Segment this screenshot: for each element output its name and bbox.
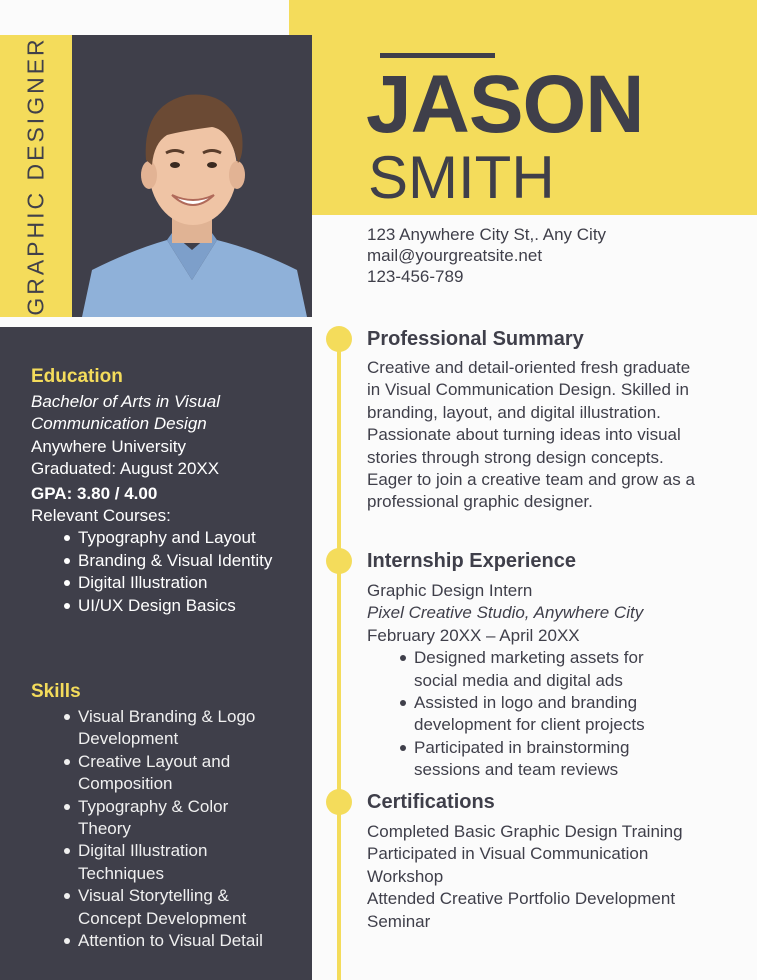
- skills-details: [31, 706, 301, 952]
- internship-list: [414, 647, 684, 781]
- contact-address: 123 Anywhere City St,. Any City: [367, 225, 607, 244]
- list-item: Assisted in logo and branding development for client projects: [414, 692, 684, 737]
- list-item: Designed marketing assets for social media and digital ads: [414, 647, 684, 692]
- person-portrait-icon: [72, 35, 312, 317]
- education-details: [31, 391, 301, 617]
- certifications-title: Certifications: [367, 791, 495, 813]
- last-name: SMITH: [368, 144, 555, 211]
- name-accent-bar: [380, 53, 495, 58]
- list-item: Visual Branding & Logo Development: [78, 706, 283, 751]
- education-title: Education: [31, 366, 123, 387]
- timeline-dot: [326, 326, 352, 352]
- list-item: Completed Basic Graphic Design Training: [367, 822, 683, 841]
- summary-text: Creative and detail-oriented fresh graduate in Visual Communication Design. Skilled in branding, layout, and digital illustration. Passionate about turning ideas into visual stories through strong design concepts. Eager to join a creative team and grow as a professional graphic designer.: [367, 358, 695, 512]
- list-item: Attended Creative Portfolio Development Seminar: [367, 889, 676, 931]
- skills-list: [78, 706, 283, 952]
- timeline-dot: [326, 789, 352, 815]
- timeline-dot: [326, 548, 352, 574]
- contact-phone: 123-456-789: [367, 267, 464, 286]
- internship-details: [367, 580, 702, 782]
- timeline-line: [337, 340, 341, 980]
- list-item: Digital Illustration: [78, 572, 288, 594]
- degree-line-2: Communication Design: [31, 414, 207, 434]
- list-item: Attention to Visual Detail: [78, 930, 283, 952]
- degree-line-1: Bachelor of Arts in Visual: [31, 392, 220, 411]
- graduation-date: Graduated: August 20XX: [31, 459, 220, 479]
- list-item: Typography & Color Theory: [78, 796, 283, 841]
- first-name: JASON: [366, 59, 644, 150]
- list-item: Participated in brainstorming sessions and team reviews: [414, 737, 684, 782]
- certifications-list: [367, 821, 687, 933]
- internship-dates: February 20XX – April 20XX: [367, 625, 580, 645]
- list-item: Branding & Visual Identity: [78, 550, 288, 572]
- courses-list: [78, 527, 288, 617]
- list-item: Participated in Visual Communication Workshop: [367, 844, 649, 886]
- list-item: UI/UX Design Basics: [78, 595, 288, 617]
- top-left-white: [0, 0, 289, 35]
- list-item: Visual Storytelling & Concept Development: [78, 885, 283, 930]
- list-item: Creative Layout and Composition: [78, 751, 283, 796]
- university: Anywhere University: [31, 436, 186, 456]
- summary-title: Professional Summary: [367, 328, 584, 350]
- internship-role: Graphic Design Intern: [367, 581, 533, 600]
- internship-title: Internship Experience: [367, 550, 576, 572]
- internship-company: Pixel Creative Studio, Anywhere City: [367, 603, 644, 623]
- courses-label: Relevant Courses:: [31, 506, 171, 526]
- vertical-job-title: [0, 35, 72, 317]
- contact-block: [367, 224, 606, 287]
- skills-title: Skills: [31, 681, 81, 702]
- job-title-text: GRAPHIC DESIGNER: [22, 36, 49, 316]
- profile-photo: [72, 35, 312, 317]
- list-item: Typography and Layout: [78, 527, 288, 549]
- list-item: Digital Illustration Techniques: [78, 840, 283, 885]
- gpa: GPA: 3.80 / 4.00: [31, 483, 158, 503]
- contact-email: mail@yourgreatsite.net: [367, 246, 543, 265]
